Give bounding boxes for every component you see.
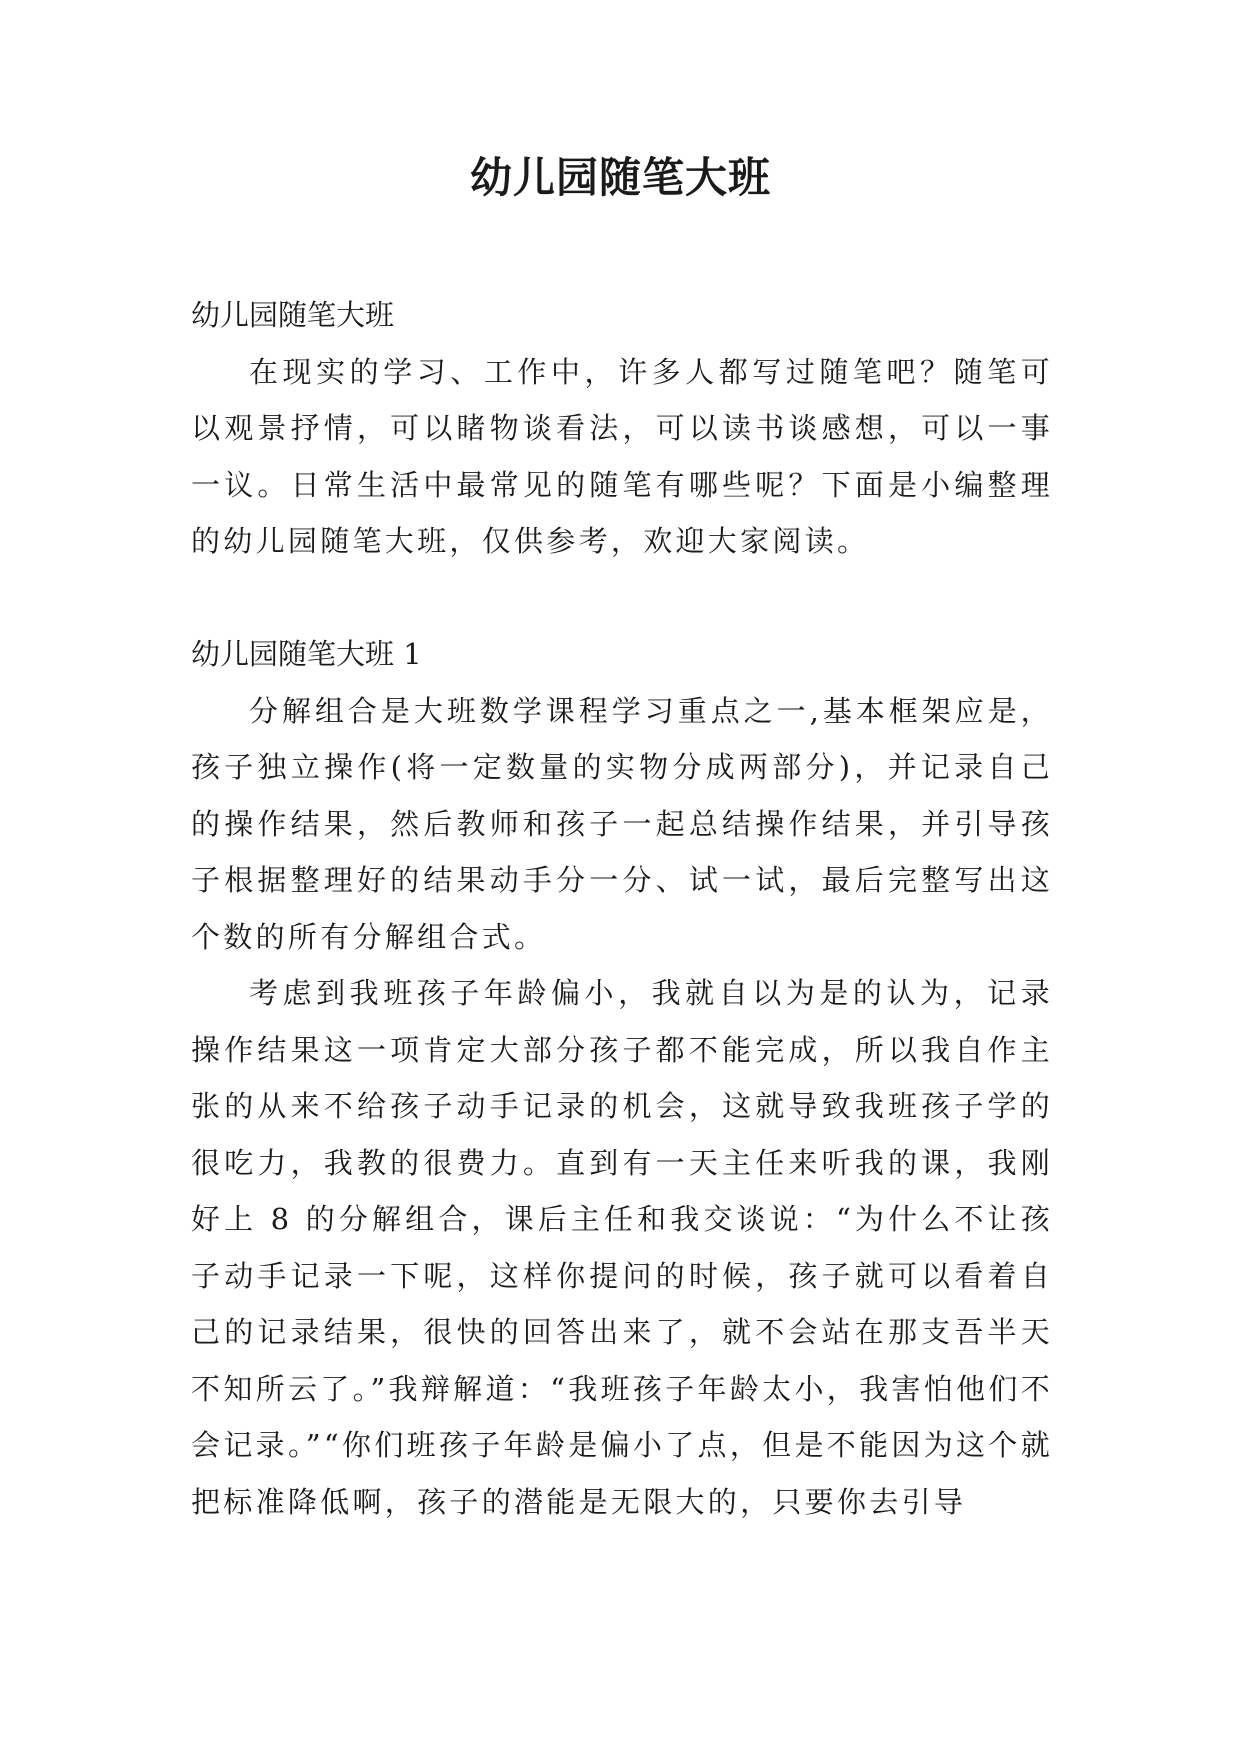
body-paragraph: 分解组合是大班数学课程学习重点之一,基本框架应是，孩子独立操作(将一定数量的实物分成两部分)，并记录自己的操作结果，然后教师和孩子一起总结操作结果，并引导孩子根据整理好的结果动手分一分、试一试，最后完整写出这个数的所有分解组合式。 — [191, 693, 1053, 954]
document-title: 幼儿园随笔大班 — [469, 153, 771, 202]
document-body — [191, 287, 1053, 1530]
section-spacer — [191, 570, 1053, 627]
intro-paragraph: 在现实的学习、工作中，许多人都写过随笔吧？随笔可以观景抒情，可以睹物谈看法，可以读书谈感想，可以一事一议。日常生活中最常见的随笔有哪些呢？下面是小编整理的幼儿园随笔大班，仅供参考，欢迎大家阅读。 — [191, 354, 1053, 558]
body-paragraph: 考虑到我班孩子年龄偏小，我就自以为是的认为，记录操作结果这一项肯定大部分孩子都不能完成，所以我自作主张的从来不给孩子动手记录的机会，这就导致我班孩子学的很吃力，我教的很费力。直到有一天主任来听我的课，我刚好上 8 的分解组合，课后主任和我交谈说：“为什么不让孩子动手记录一下呢，这样你提问的时候，孩子就可以看着自己的记录结果，很快的回答出来了，就不会站在那支吾半天不知所云了。”我辩解道：“我班孩子年龄太小，我害怕他们不会记录。”“你们班孩子年龄是偏小了点，但是不能因为这个就把标准降低啊，孩子的潜能是无限大的，只要你去引导 — [191, 976, 1053, 1519]
intro-heading: 幼儿园随笔大班 — [191, 298, 395, 332]
section-heading: 幼儿园随笔大班 1 — [191, 637, 422, 671]
